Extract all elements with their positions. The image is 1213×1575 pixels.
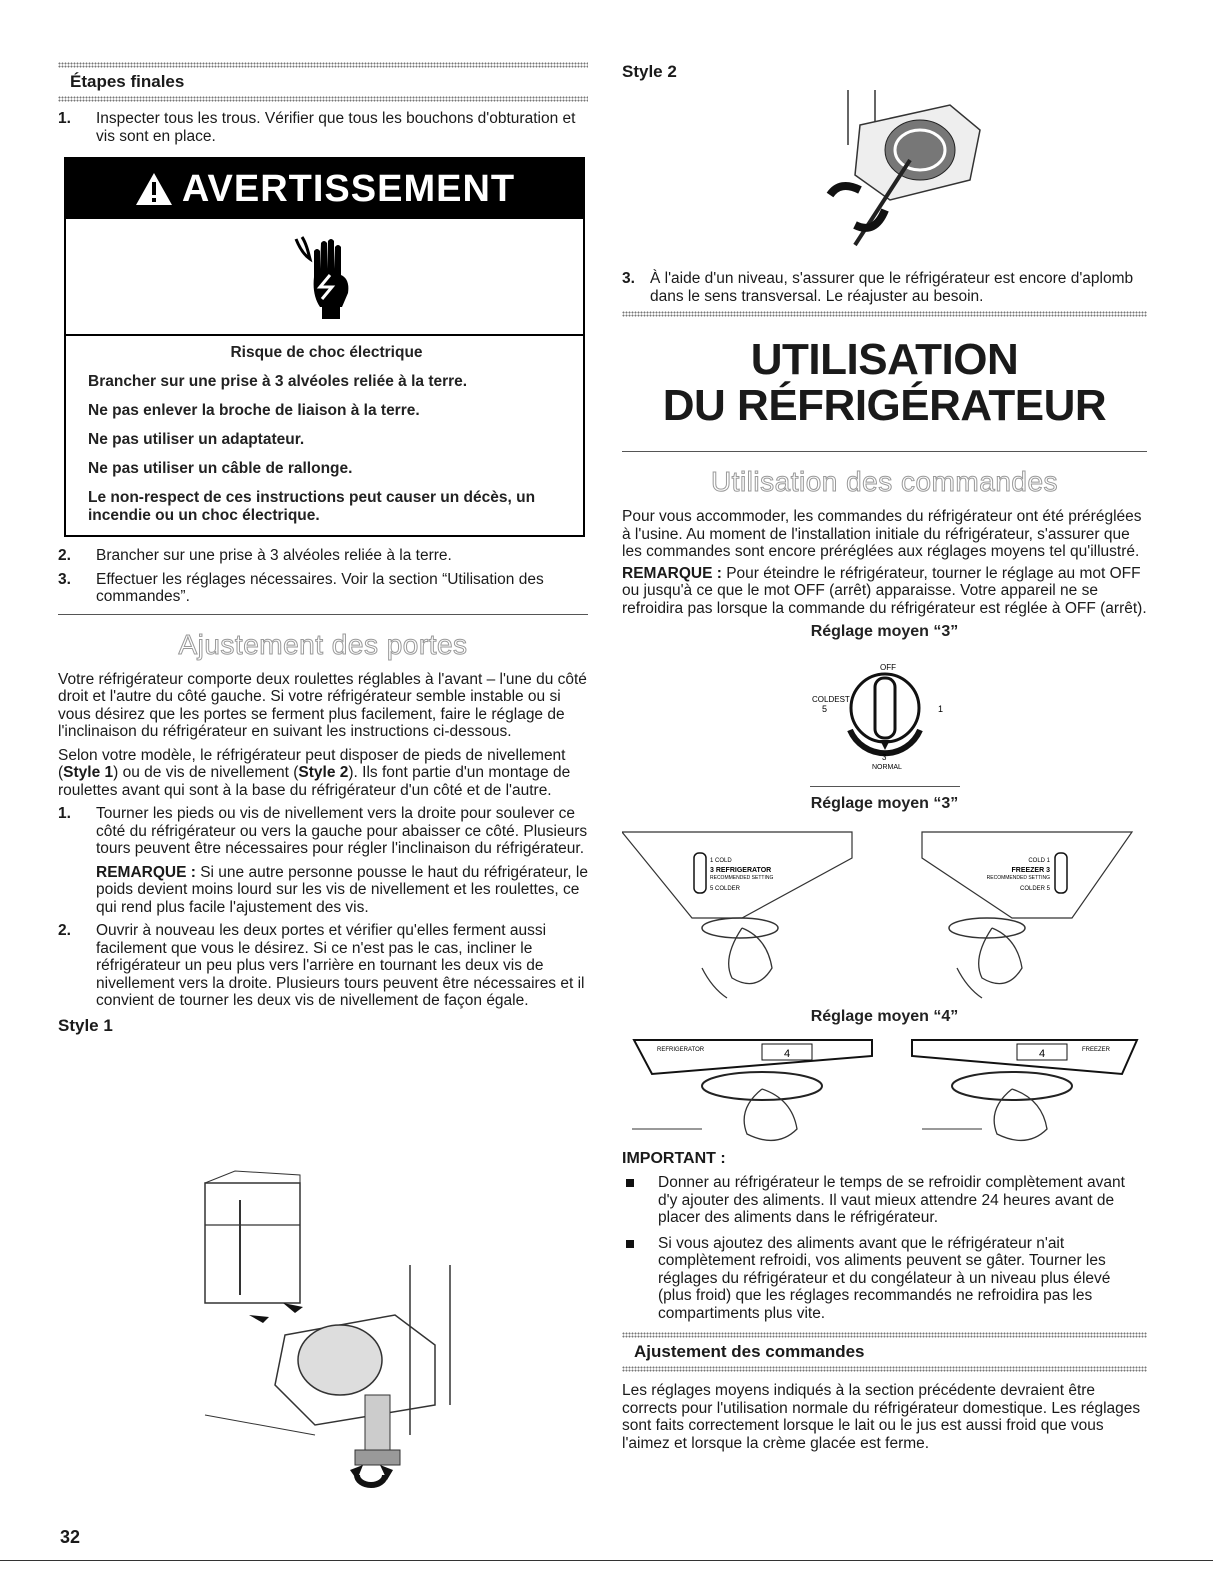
svg-text:COLD 1: COLD 1 bbox=[1028, 858, 1050, 864]
left-column bbox=[58, 62, 588, 1036]
warning-line: Ne pas utiliser un adaptateur. bbox=[88, 431, 305, 448]
list-item: 1. Tourner les pieds ou vis de nivellement vers la droite pour soulever ce côté du réfrigérateur ou vers la gauche pour abaisser ce côté. Plusieurs tours peuvent être nécessaires pour régler l'inclinaison du réfrigérateur. REMARQUE : Si une autre personne pousse le haut du réfrigérateur, le poids devient moins lourd sur les vis de nivellement et les roulettes, ce qui rend plus facile l'ajustement des vis. bbox=[58, 805, 588, 916]
warning-line: Le non-respect de ces instructions peut causer un décès, un incendie ou un choc électrique. bbox=[88, 489, 536, 524]
svg-text:5 COLDER: 5 COLDER bbox=[710, 886, 741, 892]
level-step-list bbox=[622, 270, 1147, 305]
warning-triangle-icon bbox=[134, 171, 174, 207]
list-item: Donner au réfrigérateur le temps de se refroidir complètement avant d'y ajouter des aliments. Il vaut mieux attendre 24 heures avant de placer des aliments dans le réfrigérateur. bbox=[622, 1174, 1147, 1227]
right-lower-text bbox=[622, 1150, 1147, 1452]
leveling-leg-illustration bbox=[195, 1165, 465, 1500]
leveling-screw-illustration bbox=[800, 85, 990, 260]
caption-medium-3-dial: Réglage moyen “3” bbox=[810, 623, 959, 640]
caption-rule bbox=[810, 786, 960, 787]
final-steps-list-continued bbox=[58, 547, 588, 606]
warning-line: Brancher sur une prise à 3 alvéoles reliée à la terre. bbox=[88, 373, 468, 390]
slider-controls-illustration bbox=[622, 828, 1147, 1010]
svg-text:RECOMMENDED SETTING: RECOMMENDED SETTING bbox=[986, 875, 1050, 881]
section-divider bbox=[58, 614, 588, 615]
caption-medium-3-slider: Réglage moyen “3” bbox=[810, 795, 959, 812]
electric-shock-hand-icon bbox=[290, 229, 360, 324]
page-bottom-rule bbox=[0, 1560, 1213, 1561]
caption-wrap bbox=[622, 1008, 1147, 1026]
section-rule bbox=[58, 62, 588, 68]
section-divider bbox=[622, 451, 1147, 452]
svg-text:COLDER 5: COLDER 5 bbox=[1019, 886, 1050, 892]
section-rule bbox=[622, 1366, 1147, 1372]
dial-5-label: 5 bbox=[822, 704, 828, 714]
adjust-controls-heading: Ajustement des commandes bbox=[634, 1342, 865, 1361]
dial-coldest-label: COLDEST bbox=[812, 695, 850, 704]
style2-label: Style 2 bbox=[622, 62, 677, 81]
section-title-line-1: UTILISATION bbox=[750, 335, 1019, 384]
list-item: 2. Ouvrir à nouveau les deux portes et vérifier qu'elles ferment aussi facilement que vous le désirez. Si ce n'est pas le cas, incliner le réfrigérateur un peu plus vers l'arrière en tournant les deux vis de nivellement vers la droite. Plusieurs tours peuvent être nécessaires et il convient de tourner les deux vis de nivellement de façon égale. bbox=[58, 922, 585, 1009]
panel-controls-illustration bbox=[622, 1034, 1147, 1154]
list-item: Si vous ajoutez des aliments avant que le réfrigérateur n'ait complètement refroidi, vos aliments peuvent se gâter. Tourner les réglages du réfrigérateur et du congélateur à un niveau plus élevé (plus froid) que les réglages recommandés ne refroidira pas les compartiments plus vite. bbox=[622, 1235, 1147, 1323]
remark: REMARQUE : Si une autre personne pousse le haut du réfrigérateur, le poids devient moins lourd sur les vis de nivellement et les roulettes, ce qui rend plus facile l'ajustement des vis. bbox=[96, 863, 588, 916]
dial-1-label: 1 bbox=[938, 704, 944, 714]
dial-off-label: OFF bbox=[880, 663, 896, 672]
door-adjust-paragraph: Selon votre modèle, le réfrigérateur peut disposer de pieds de nivellement (Style 1) ou de vis de nivellement (Style 2). Ils font partie d'un montage de roulettes avant qui sont à la base du réfrigérateur d'un côté et de l'autre. bbox=[58, 746, 571, 799]
warning-subtitle: Risque de choc électrique bbox=[230, 344, 423, 361]
warning-line: Ne pas enlever la broche de liaison à la terre. bbox=[88, 402, 420, 419]
svg-text:1 COLD: 1 COLD bbox=[710, 858, 732, 864]
important-label: IMPORTANT : bbox=[622, 1150, 726, 1167]
controls-remark: REMARQUE : Pour éteindre le réfrigérateur, tourner le réglage au mot OFF ou jusqu'à ce que le mot OFF (arrêt) apparaisse. Votre appareil ne se refroidira pas lorsque la commande du réfrigérateur est réglée à OFF (arrêt). bbox=[622, 564, 1147, 617]
right-upper-text bbox=[622, 270, 1147, 641]
list-item: 2. Brancher sur une prise à 3 alvéoles reliée à la terre. bbox=[58, 547, 452, 564]
section-title-line-2: DU RÉFRIGÉRATEUR bbox=[662, 381, 1107, 430]
door-adjust-steps bbox=[58, 805, 588, 1010]
svg-text:4: 4 bbox=[1039, 1048, 1046, 1060]
style1-label: Style 1 bbox=[58, 1015, 113, 1035]
controls-paragraph: Pour vous accommoder, les commandes du réfrigérateur ont été préréglées à l'usine. Au moment de l'installation initiale du réfrigérateur, s'assurer que les commandes sont encore préréglées aux réglages moyens tel qu'illustré. bbox=[622, 508, 1142, 560]
section-title bbox=[622, 337, 1147, 429]
warning-body bbox=[66, 336, 583, 535]
control-dial[interactable] bbox=[810, 660, 960, 775]
list-item: 1. Inspecter tous les trous. Vérifier que tous les bouchons d'obturation et vis sont en place. bbox=[58, 110, 576, 145]
svg-text:3 REFRIGERATOR: 3 REFRIGERATOR bbox=[710, 867, 772, 874]
svg-text:FREEZER 3: FREEZER 3 bbox=[1011, 867, 1050, 874]
svg-text:4: 4 bbox=[784, 1048, 791, 1060]
dial-normal-label: NORMAL bbox=[872, 764, 902, 771]
svg-text:REFRIGERATOR: REFRIGERATOR bbox=[657, 1047, 705, 1053]
page-number: 32 bbox=[60, 1527, 81, 1547]
caption-wrap bbox=[622, 786, 1147, 813]
adjust-controls-paragraph: Les réglages moyens indiqués à la section précédente devraient être corrects pour l'utilisation normale du réfrigérateur domestique. Les réglages sont faits correctement lorsque le lait ou le jus est aussi froid que vous l'aimez et lorsque la crème glacée est ferme. bbox=[622, 1382, 1141, 1452]
list-item: 3. À l'aide d'un niveau, s'assurer que le réfrigérateur est encore d'aplomb dans le sens transversal. Le réajuster au besoin. bbox=[622, 270, 1134, 305]
controls-heading: Utilisation des commandes bbox=[710, 466, 1059, 497]
warning-title: AVERTISSEMENT bbox=[181, 167, 516, 210]
section-rule bbox=[622, 1332, 1147, 1338]
svg-text:FREEZER: FREEZER bbox=[1081, 1047, 1110, 1053]
important-bullets bbox=[622, 1174, 1147, 1322]
door-adjust-paragraph: Votre réfrigérateur comporte deux roulettes réglables à l'avant – l'une du côté droit et l'autre du côté gauche. Si votre réfrigérateur semble instable ou si vous désirez que les portes se ferment plus facilement, faire le réglage de l'inclinaison du réfrigérateur en suivant les instructions ci-dessous. bbox=[58, 670, 587, 740]
warning-box bbox=[64, 157, 585, 537]
final-steps-heading: Étapes finales bbox=[70, 72, 185, 91]
caption-medium-4: Réglage moyen “4” bbox=[810, 1008, 959, 1025]
section-rule bbox=[58, 96, 588, 102]
warning-header bbox=[66, 159, 583, 219]
door-adjust-heading: Ajustement des portes bbox=[178, 628, 468, 660]
svg-text:RECOMMENDED SETTING: RECOMMENDED SETTING bbox=[710, 875, 774, 881]
list-item: 3. Effectuer les réglages nécessaires. Voir la section “Utilisation des commandes”. bbox=[58, 570, 544, 605]
right-column bbox=[622, 62, 1147, 82]
warning-line: Ne pas utiliser un câble de rallonge. bbox=[88, 460, 353, 477]
shock-hazard-illustration bbox=[66, 219, 583, 336]
dial-3-label: 3 bbox=[882, 753, 887, 762]
final-steps-list bbox=[58, 110, 588, 145]
section-rule bbox=[622, 311, 1147, 317]
